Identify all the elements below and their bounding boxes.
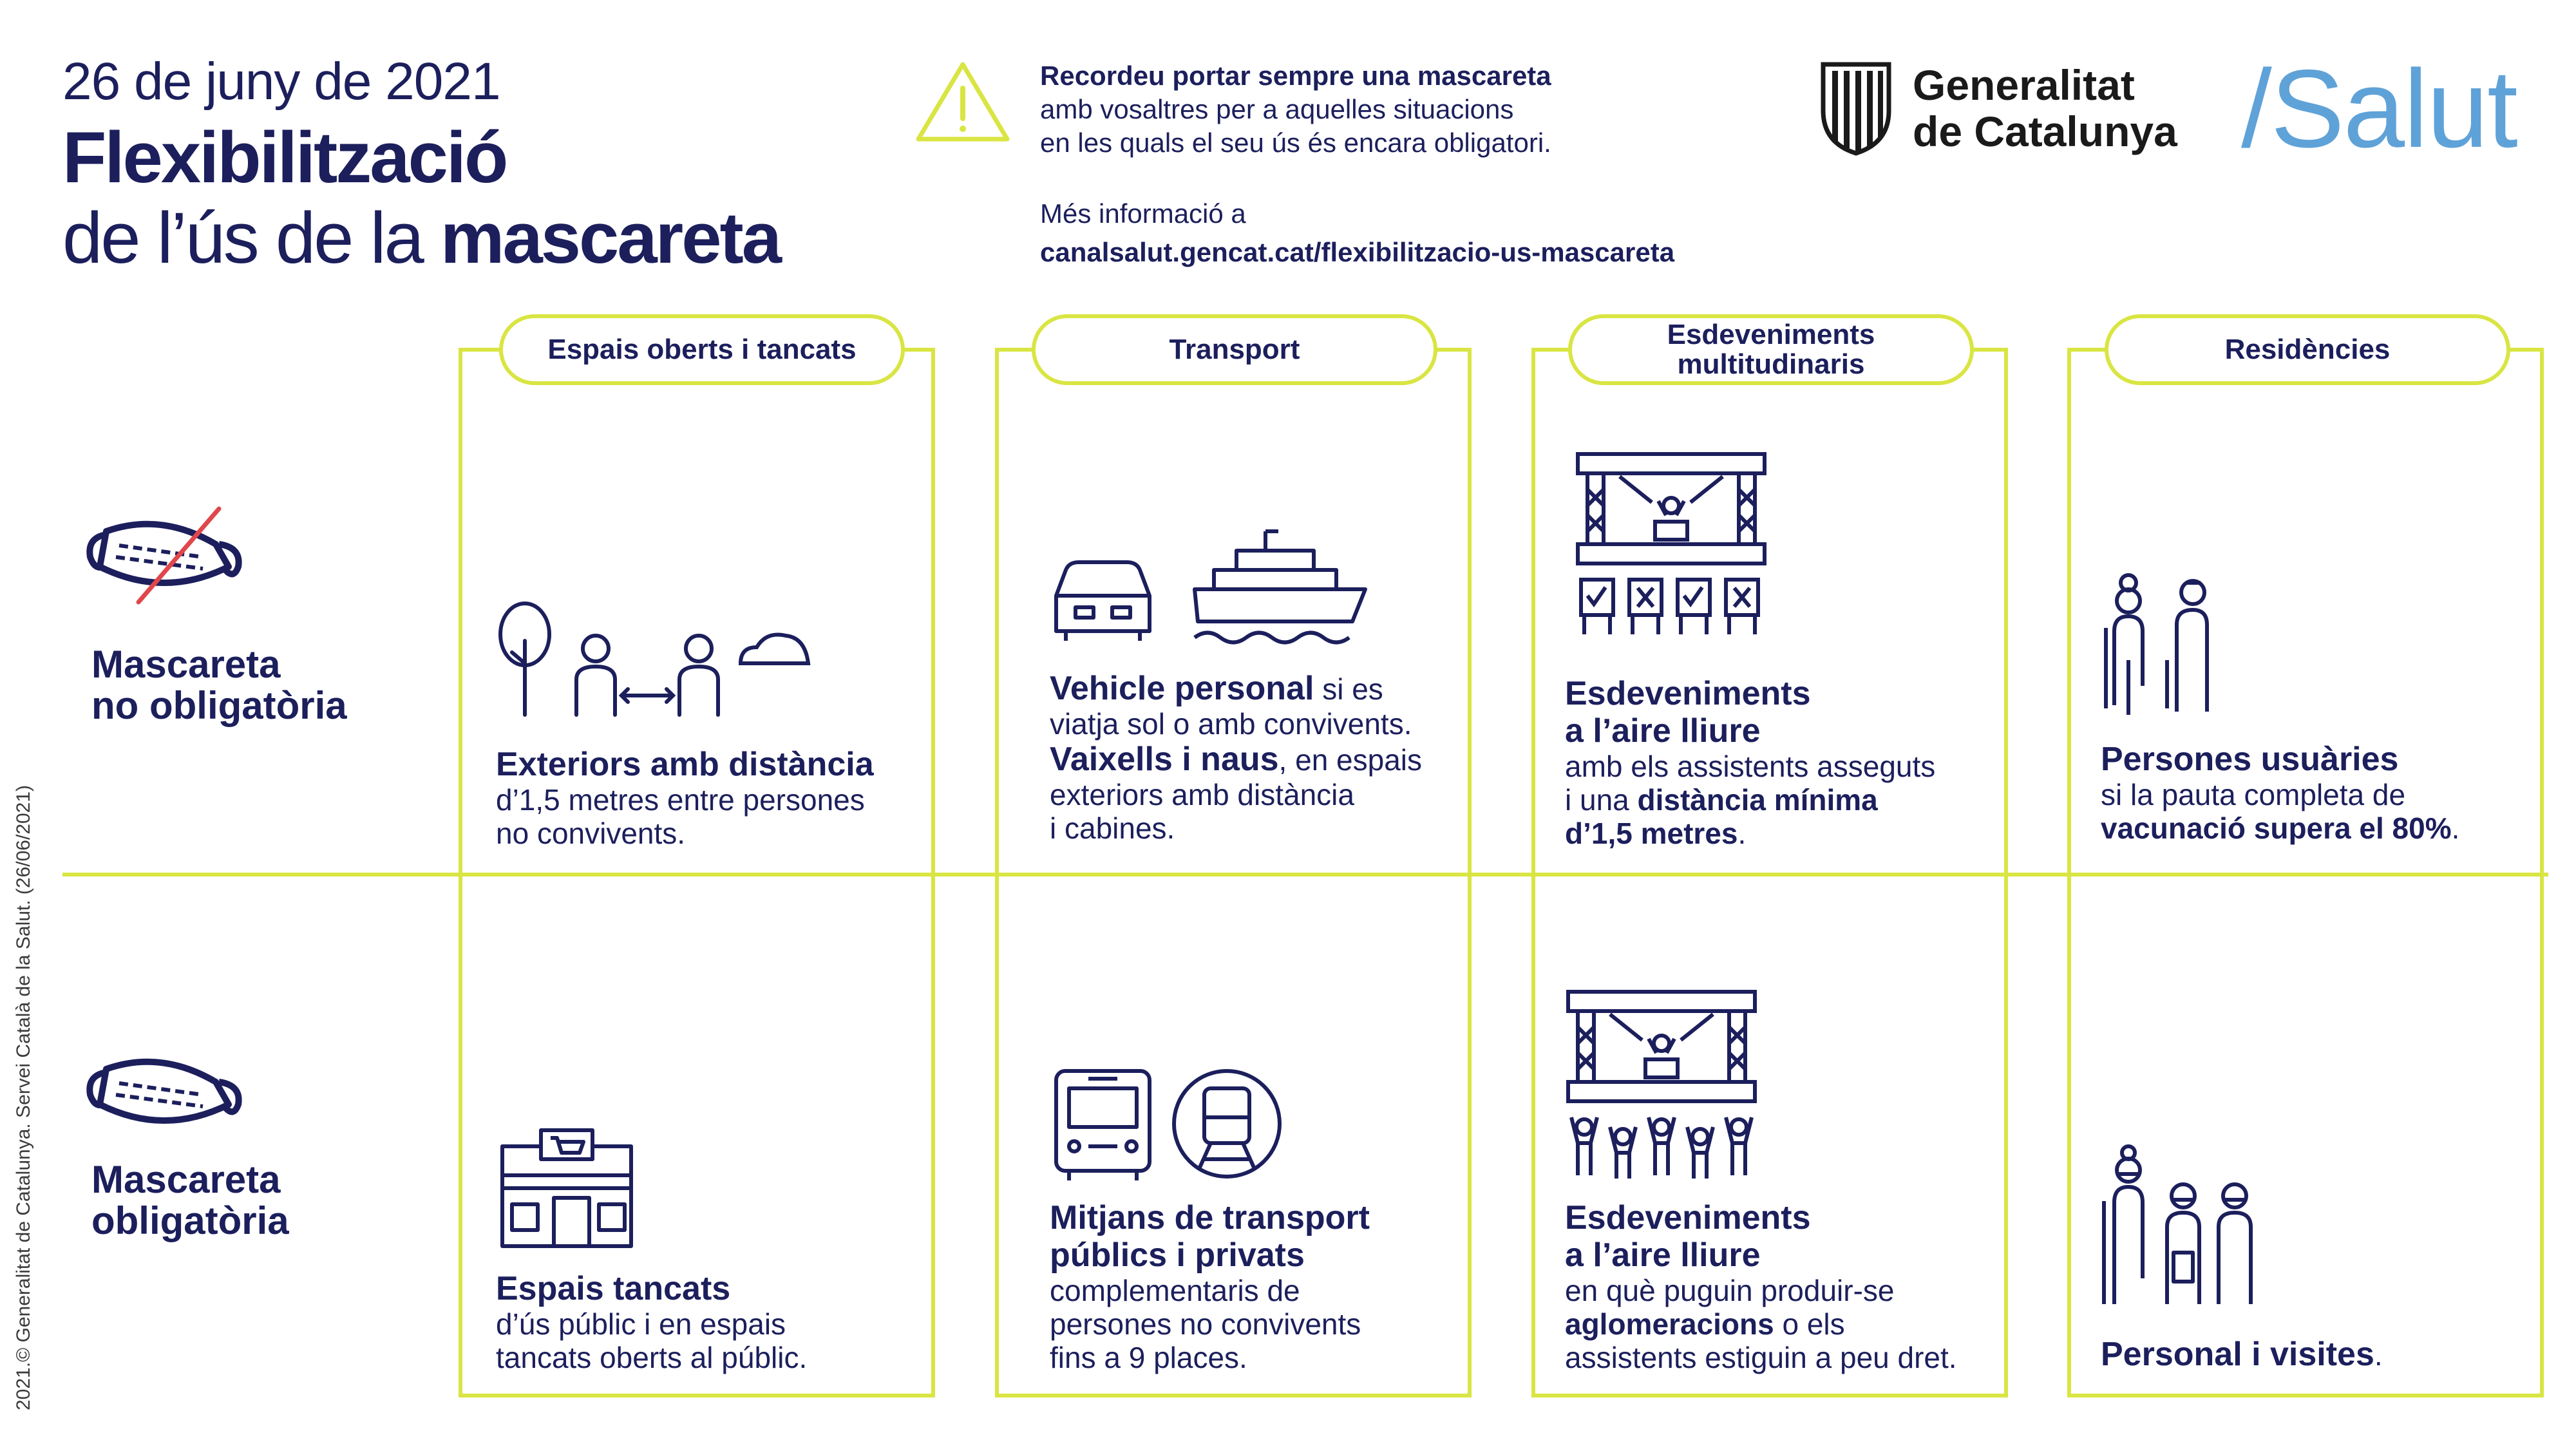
cell-heading: Mitjans de transport <box>1050 1199 1370 1236</box>
cell-bold: d’1,5 metres <box>1565 817 1738 850</box>
cell-text: , en espais <box>1278 743 1423 777</box>
gencat-line2: de Catalunya <box>1913 108 2177 155</box>
column-title: Espais oberts i tancats <box>547 334 857 365</box>
row-label-line1: Mascareta <box>91 1158 281 1201</box>
cell-bold: distància mínima <box>1637 783 1878 817</box>
cell-staff-visitors <box>2101 1336 2383 1373</box>
column-header-espais <box>499 314 905 385</box>
cell-line: exteriors amb distància <box>1050 778 1354 811</box>
column-header-residencies <box>2105 314 2510 385</box>
column-title: Residències <box>2224 334 2391 365</box>
elderly-people-icon <box>2096 564 2225 724</box>
page-title: Flexibilització <box>62 117 507 198</box>
cell-bold: aglomeracions <box>1565 1307 1774 1341</box>
cell-heading: Esdeveniments <box>1565 1199 1811 1236</box>
cell-line: fins a 9 places. <box>1050 1341 1247 1374</box>
cell-line: complementaris de <box>1050 1274 1300 1307</box>
row-label-line1: Mascareta <box>91 643 281 686</box>
cell-line: amb els assistents asseguts <box>1565 750 1936 783</box>
cell-text: o els <box>1774 1307 1845 1341</box>
notice-head: Recordeu portar sempre una mascareta <box>1040 61 1551 91</box>
info-url[interactable]: canalsalut.gencat.cat/flexibilitzacio-us-mascareta <box>1040 237 1675 267</box>
cell-heading: Exteriors amb distància <box>496 746 874 783</box>
staff-visitors-icon <box>2096 1143 2264 1317</box>
shop-icon <box>496 1124 638 1253</box>
cell-text: . <box>2374 1338 2383 1372</box>
cell-text: si es <box>1314 672 1383 706</box>
row-label-line2: obligatòria <box>91 1199 289 1242</box>
stage-seated-audience-icon <box>1575 451 1768 644</box>
page-title-line2 <box>62 196 780 279</box>
notice-text <box>1040 59 1551 160</box>
cell-line: en què puguin produir-se <box>1565 1274 1895 1307</box>
generalitat-emblem-icon <box>1818 59 1894 156</box>
car-and-ship-icon <box>1050 525 1372 654</box>
cell-text: . <box>1738 817 1747 850</box>
info-label: Més informació a <box>1040 198 1246 229</box>
cell-line: assistents estiguin a peu dret. <box>1565 1341 1957 1374</box>
column-title-line2: multitudinaris <box>1677 348 1865 380</box>
mask-crossed-icon <box>80 506 248 609</box>
column-header-transport <box>1032 314 1437 385</box>
cell-text: . <box>2451 811 2460 845</box>
cell-personal-vehicle <box>1050 670 1422 845</box>
page-date: 26 de juny de 2021 <box>62 52 500 111</box>
cell-line: d’1,5 metres entre persones <box>496 783 865 817</box>
cell-line: tancats oberts al públic. <box>496 1341 808 1374</box>
cell-heading: públics i privats <box>1050 1236 1305 1274</box>
salut-logo: /Salut <box>2241 47 2517 171</box>
row-label-line2: no obligatòria <box>91 684 347 727</box>
cell-heading: Espais tancats <box>496 1270 731 1307</box>
column-title-line1: Esdeveniments <box>1667 319 1875 350</box>
cell-heading: Persones usuàries <box>2101 741 2399 778</box>
column-header-esdeveniments <box>1568 314 1974 385</box>
row-label-required <box>91 1159 289 1242</box>
notice-line3: en les quals el seu ús és encara obligatori. <box>1040 128 1551 158</box>
outdoor-distance-icon <box>496 602 824 718</box>
gencat-line1: Generalitat <box>1913 61 2135 109</box>
cell-line: si la pauta completa de <box>2101 778 2406 811</box>
cell-bold: Vaixells i naus <box>1050 741 1279 778</box>
more-info <box>1040 194 1674 272</box>
cell-bold: Vehicle personal <box>1050 670 1314 707</box>
cell-indoor-spaces <box>496 1270 807 1374</box>
copyright: 2021.© Generalitat de Catalunya. Servei Català de la Salut. (26/06/2021) <box>13 784 34 1410</box>
cell-bold: Personal i visites <box>2101 1336 2374 1373</box>
cell-public-transport <box>1050 1199 1370 1374</box>
cell-text: i una <box>1565 783 1638 817</box>
title-strong: mascareta <box>440 198 781 278</box>
cell-outdoor-events-seated <box>1565 675 1935 850</box>
cell-line: i cabines. <box>1050 811 1175 845</box>
cell-outdoor-events-standing <box>1565 1199 1957 1374</box>
mask-icon <box>80 1043 248 1146</box>
column-title: Transport <box>1169 334 1300 365</box>
cell-bold: vacunació supera el 80% <box>2101 811 2452 845</box>
cell-residents <box>2101 741 2459 845</box>
cell-line: no convivents. <box>496 817 686 850</box>
title-prefix: de l’ús de la <box>62 198 440 278</box>
cell-line: persones no convivents <box>1050 1307 1361 1341</box>
cell-line: viatja sol o amb convivents. <box>1050 707 1412 741</box>
notice-line2: amb vosaltres per a aquelles situacions <box>1040 94 1514 124</box>
cell-line: d’ús públic i en espais <box>496 1307 786 1341</box>
generalitat-logo-text <box>1913 62 2177 155</box>
cell-outdoor-distance <box>496 746 874 850</box>
cell-heading: a l’aire lliure <box>1565 712 1761 750</box>
cell-heading: a l’aire lliure <box>1565 1236 1761 1274</box>
bus-and-train-icon <box>1050 1066 1288 1182</box>
row-label-not-required <box>91 644 347 726</box>
stage-crowd-icon <box>1565 989 1758 1182</box>
warning-icon <box>914 59 1011 143</box>
cell-heading: Esdeveniments <box>1565 675 1811 712</box>
